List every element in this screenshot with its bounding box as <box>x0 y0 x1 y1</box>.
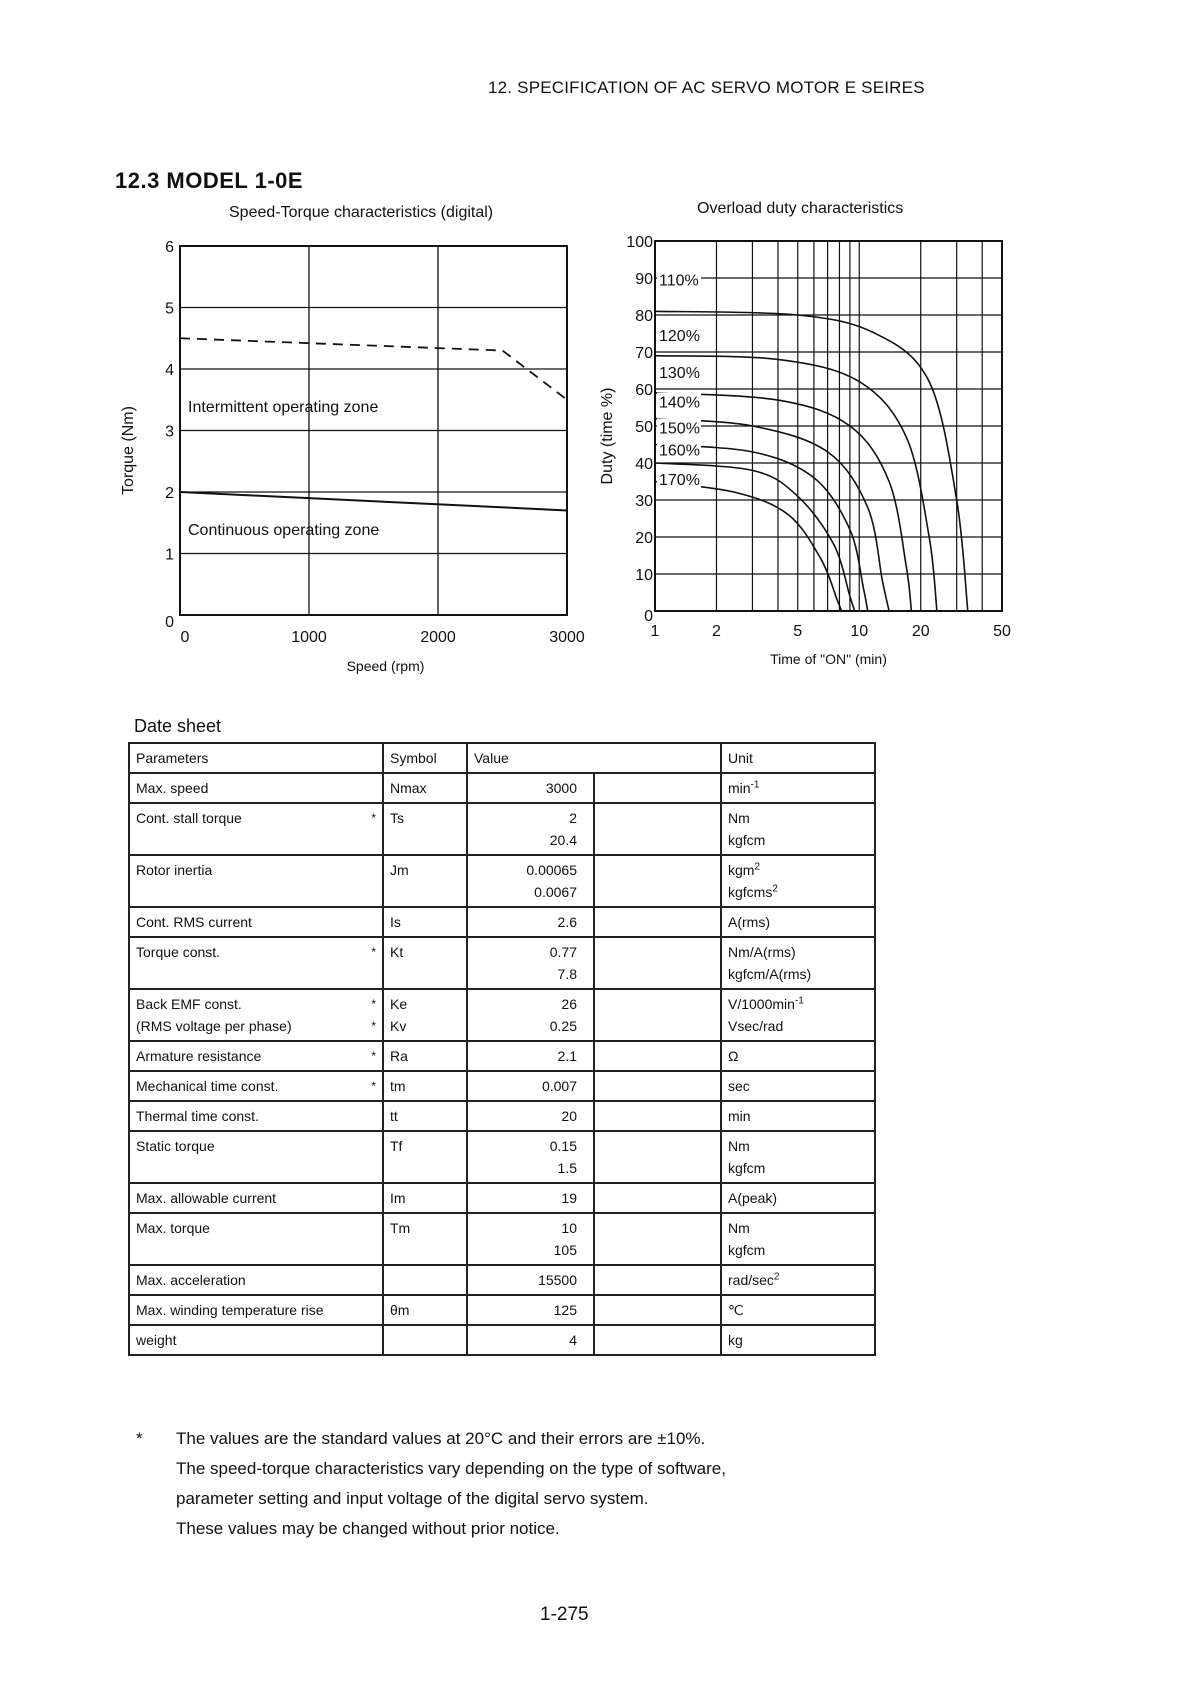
param-cell-line <box>136 941 376 963</box>
param-cell-line <box>136 777 376 799</box>
blank-cell <box>594 1071 721 1101</box>
symbol-cell <box>383 773 467 803</box>
curve-label: 170% <box>659 472 700 490</box>
symbol-cell-line: Im <box>390 1190 406 1206</box>
unit-cell <box>721 1295 875 1325</box>
param-cell-line <box>136 1015 376 1037</box>
unit-cell-line: kg <box>728 1332 743 1348</box>
page-number: 1-275 <box>540 1604 589 1625</box>
blank-cell <box>594 1131 721 1183</box>
y-tick-label: 6 <box>165 239 174 256</box>
param-cell-line <box>136 1329 376 1351</box>
unit-exponent: -1 <box>750 779 760 791</box>
y-tick-label: 60 <box>635 382 653 399</box>
param-text: Thermal time const. <box>136 1108 259 1124</box>
blank-cell <box>594 1265 721 1295</box>
value-cell <box>467 989 594 1041</box>
y-axis-label: Torque (Nm) <box>120 406 137 495</box>
symbol-cell <box>383 1101 467 1131</box>
x-tick-label: 50 <box>993 623 1011 640</box>
unit-cell <box>721 855 875 907</box>
note-line: parameter setting and input voltage of the digital servo system. <box>176 1489 649 1508</box>
symbol-cell-line: tm <box>390 1078 406 1094</box>
table-row <box>129 1213 875 1265</box>
unit-cell-line: $V/1000\min^{-1}$ <box>728 995 804 1012</box>
y-tick-label: 0 <box>165 614 174 631</box>
unit-cell-line: $\min^{-1}$ <box>728 779 760 796</box>
table-row <box>129 989 875 1041</box>
value-cell <box>467 907 594 937</box>
unit-cell <box>721 1131 875 1183</box>
symbol-cell <box>383 1213 467 1265</box>
y-tick-label: 0 <box>644 608 653 625</box>
unit-cell <box>721 773 875 803</box>
blank-cell <box>594 803 721 855</box>
param-text: Armature resistance <box>136 1048 262 1064</box>
value-cell <box>467 1295 594 1325</box>
symbol-cell <box>383 907 467 937</box>
y-axis-label: Duty (time %) <box>599 387 616 485</box>
y-tick-label: 90 <box>635 271 653 288</box>
overload-chart-title: Overload duty characteristics <box>697 200 904 217</box>
unit-cell-line: A(peak) <box>728 1190 778 1206</box>
symbol-cell <box>383 1131 467 1183</box>
x-axis-label: Speed (rpm) <box>346 658 425 674</box>
param-cell-line <box>136 807 376 829</box>
value-cell-line: 0.15 <box>549 1138 577 1154</box>
table-row <box>129 1325 875 1355</box>
value-cell-line: 0.77 <box>549 944 577 960</box>
y-tick-label: 20 <box>635 530 653 547</box>
value-cell-line: 10 <box>561 1220 577 1236</box>
unit-cell-line: Nm/A(rms) <box>728 944 796 960</box>
param-cell <box>129 1041 383 1071</box>
unit-cell-line: Nm <box>728 810 750 826</box>
param-cell-line <box>136 1217 376 1239</box>
header-symbol: Symbol <box>383 743 467 773</box>
value-cell-line: 1.5 <box>557 1160 577 1176</box>
speed-torque-chart <box>100 230 620 680</box>
x-tick-label: 3000 <box>549 629 585 646</box>
curve-label: 160% <box>659 442 700 460</box>
x-tick-label: 2 <box>712 623 721 640</box>
symbol-cell <box>383 1041 467 1071</box>
value-cell-line: 3000 <box>545 780 577 796</box>
param-text: Max. allowable current <box>136 1190 277 1206</box>
symbol-cell-line: Ra <box>390 1048 408 1064</box>
y-tick-label: 3 <box>165 423 174 441</box>
tolerance-mark: * <box>371 1079 376 1093</box>
symbol-cell <box>383 1183 467 1213</box>
tolerance-mark: * <box>371 945 376 959</box>
note-line: The speed-torque characteristics vary depending on the type of software, <box>176 1459 726 1478</box>
x-tick-label: 20 <box>911 623 930 640</box>
param-cell-line <box>136 1299 376 1321</box>
y-tick-label: 30 <box>635 493 653 510</box>
datasheet-title: Date sheet <box>134 716 222 736</box>
value-cell-line: 26 <box>561 996 577 1012</box>
table-row <box>129 1041 875 1071</box>
unit-cell <box>721 937 875 989</box>
unit-cell-line: kgfcm <box>728 1242 766 1258</box>
param-text: Back EMF const. <box>136 996 242 1012</box>
note-bullet: * <box>136 1429 143 1448</box>
y-tick-label: 2 <box>165 485 174 502</box>
param-cell-line <box>136 1105 376 1127</box>
unit-cell <box>721 1071 875 1101</box>
unit-cell <box>721 1183 875 1213</box>
symbol-cell <box>383 855 467 907</box>
header-title: 12. SPECIFICATION OF AC SERVO MOTOR E SEIRES <box>488 78 925 97</box>
blank-cell <box>594 1325 721 1355</box>
param-cell <box>129 1071 383 1101</box>
table-row <box>129 937 875 989</box>
table-row <box>129 1101 875 1131</box>
unit-cell-line: sec <box>728 1078 750 1094</box>
blank-cell <box>594 907 721 937</box>
param-text: Cont. RMS current <box>136 914 252 930</box>
x-axis-label: Time of "ON" (min) <box>770 651 887 667</box>
unit-cell-line: Nm <box>728 1138 750 1154</box>
y-tick-label: 4 <box>165 362 174 379</box>
note-line: These values may be changed without prior notice. <box>176 1519 560 1538</box>
param-cell <box>129 1295 383 1325</box>
header-unit: Unit <box>721 743 875 773</box>
unit-cell <box>721 1041 875 1071</box>
param-cell <box>129 1131 383 1183</box>
param-text: Max. speed <box>136 780 209 796</box>
blank-cell <box>594 855 721 907</box>
value-cell <box>467 1071 594 1101</box>
curve-label: 140% <box>659 394 700 412</box>
table-row <box>129 773 875 803</box>
param-cell <box>129 907 383 937</box>
x-tick-label: 1 <box>650 623 660 640</box>
unit-cell <box>721 907 875 937</box>
unit-exponent: 2 <box>754 861 761 873</box>
value-cell-line: 2.6 <box>557 914 577 930</box>
param-text: Max. winding temperature rise <box>136 1302 324 1318</box>
symbol-cell <box>383 937 467 989</box>
y-tick-label: 100 <box>626 234 653 251</box>
symbol-cell-line: Tf <box>390 1138 403 1154</box>
overload-chart <box>590 225 1030 675</box>
value-cell-line: 4 <box>569 1332 577 1348</box>
param-cell-line <box>136 1187 376 1209</box>
header-value: Value <box>467 743 721 773</box>
table-row <box>129 1265 875 1295</box>
blank-cell <box>594 989 721 1041</box>
value-cell-line: 0.00065 <box>526 862 577 878</box>
value-cell <box>467 855 594 907</box>
value-cell-line: 20 <box>561 1108 577 1124</box>
table-row <box>129 1183 875 1213</box>
unit-cell-line: min <box>728 1108 751 1124</box>
unit-cell <box>721 989 875 1041</box>
value-cell-line: 2 <box>569 810 577 826</box>
param-cell-line <box>136 911 376 933</box>
value-cell-line: 125 <box>553 1302 577 1318</box>
value-cell <box>467 773 594 803</box>
value-cell-line: 0.007 <box>541 1078 577 1094</box>
symbol-cell-line: Ke <box>390 996 408 1012</box>
value-cell-line: 15500 <box>538 1272 577 1288</box>
param-cell <box>129 1325 383 1355</box>
value-cell <box>467 1041 594 1071</box>
unit-exponent: -1 <box>794 995 804 1007</box>
blank-cell <box>594 773 721 803</box>
table-row <box>129 1131 875 1183</box>
unit-exponent: 2 <box>772 883 778 895</box>
value-cell-line: 0.0067 <box>534 884 577 900</box>
param-cell-line <box>136 1075 376 1097</box>
param-cell <box>129 855 383 907</box>
unit-cell <box>721 1213 875 1265</box>
symbol-cell <box>383 1325 467 1355</box>
value-cell-line: 7.8 <box>557 966 577 982</box>
param-text: Static torque <box>136 1138 215 1154</box>
tolerance-mark: * <box>371 1049 376 1063</box>
unit-cell-line: kgfcm <box>728 1160 766 1176</box>
param-text: Torque const. <box>136 944 221 960</box>
overload-curve-150pct <box>655 442 868 612</box>
param-cell-line <box>136 1135 376 1157</box>
symbol-cell <box>383 803 467 855</box>
param-cell-line <box>136 859 376 881</box>
value-cell <box>467 1213 594 1265</box>
param-text: Max. torque <box>136 1220 210 1236</box>
param-text: (RMS voltage per phase) <box>136 1018 292 1034</box>
param-text: Rotor inertia <box>136 862 213 878</box>
curve-label: 120% <box>659 327 700 345</box>
blank-cell <box>594 1041 721 1071</box>
unit-cell-line: kgfcm/A(rms) <box>728 966 812 982</box>
symbol-cell-line: Ts <box>390 810 404 826</box>
unit-cell-line: A(rms) <box>728 914 770 930</box>
value-cell-line: 20.4 <box>549 832 577 848</box>
unit-cell <box>721 1265 875 1295</box>
y-tick-label: 80 <box>635 308 653 325</box>
value-cell <box>467 1325 594 1355</box>
blank-cell <box>594 1295 721 1325</box>
symbol-cell <box>383 1295 467 1325</box>
unit-cell-line: kgm$^2$ <box>728 861 761 878</box>
blank-cell <box>594 1213 721 1265</box>
value-cell <box>467 937 594 989</box>
curve-label: 130% <box>659 364 700 382</box>
param-cell <box>129 1101 383 1131</box>
unit-cell-line: Vsec/rad <box>728 1018 784 1034</box>
symbol-cell <box>383 1265 467 1295</box>
value-cell-line: 0.25 <box>549 1018 577 1034</box>
symbol-cell-line: Nmax <box>390 780 427 796</box>
param-text: Max. acceleration <box>136 1272 246 1288</box>
curve-label: 110% <box>659 272 699 290</box>
unit-cell-line: rad/$\sec^2$ <box>728 1271 780 1288</box>
unit-cell <box>721 1325 875 1355</box>
table-row <box>129 907 875 937</box>
param-cell <box>129 773 383 803</box>
blank-cell <box>594 1183 721 1213</box>
unit-cell <box>721 803 875 855</box>
param-text: weight <box>136 1332 177 1348</box>
tolerance-mark: * <box>371 811 376 825</box>
y-tick-label: 1 <box>165 546 174 564</box>
unit-cell-line: kgfcms$^2$ <box>728 883 778 900</box>
y-tick-label: 10 <box>635 567 653 584</box>
symbol-cell-line: Jm <box>390 862 409 878</box>
y-tick-label: 50 <box>635 419 653 436</box>
continuous-torque-line <box>180 492 567 510</box>
table-row <box>129 1071 875 1101</box>
x-tick-label: 0 <box>180 629 190 646</box>
unit-cell-line: ℃ <box>728 1302 744 1318</box>
unit-cell-line: kgfcm <box>728 832 766 848</box>
symbol-cell-line: Tm <box>390 1220 411 1236</box>
symbol-cell <box>383 1071 467 1101</box>
value-cell-line: 2.1 <box>557 1048 577 1064</box>
param-cell <box>129 803 383 855</box>
param-cell <box>129 937 383 989</box>
x-tick-label: 10 <box>850 623 869 640</box>
param-cell <box>129 1265 383 1295</box>
table-row <box>129 855 875 907</box>
unit-exponent: 2 <box>773 1271 780 1283</box>
symbol-cell <box>383 989 467 1041</box>
value-cell <box>467 1131 594 1183</box>
x-tick-label: 1000 <box>291 629 327 646</box>
param-cell-line <box>136 993 376 1015</box>
param-cell <box>129 1183 383 1213</box>
intermittent-zone-label: Intermittent operating zone <box>188 399 379 417</box>
value-cell <box>467 1183 594 1213</box>
tolerance-mark: * <box>371 1019 376 1033</box>
continuous-zone-label: Continuous operating zone <box>188 522 380 540</box>
y-tick-label: 5 <box>165 300 174 318</box>
section-title: 12.3 MODEL 1-0E <box>115 168 304 193</box>
param-text: Cont. stall torque <box>136 810 242 826</box>
table-row <box>129 1295 875 1325</box>
value-cell <box>467 1265 594 1295</box>
param-cell-line <box>136 1045 376 1067</box>
table-row <box>129 803 875 855</box>
x-tick-label: 5 <box>793 623 803 640</box>
x-tick-label: 2000 <box>420 629 456 646</box>
symbol-cell-line: Kt <box>390 944 404 960</box>
speed-torque-chart-title: Speed-Torque characteristics (digital) <box>229 204 494 221</box>
value-cell-line: 105 <box>553 1242 577 1258</box>
symbol-cell-line: tt <box>390 1108 398 1124</box>
param-text: Mechanical time const. <box>136 1078 279 1094</box>
tolerance-mark: * <box>371 997 376 1011</box>
value-cell <box>467 1101 594 1131</box>
param-cell <box>129 989 383 1041</box>
symbol-cell-line: θm <box>390 1302 410 1318</box>
note-line: The values are the standard values at 20°C and their errors are ±10%. <box>176 1429 706 1448</box>
symbol-cell-line: Is <box>390 914 401 930</box>
value-cell <box>467 803 594 855</box>
value-cell-line: 19 <box>561 1190 577 1206</box>
blank-cell <box>594 937 721 989</box>
param-cell <box>129 1213 383 1265</box>
blank-cell <box>594 1101 721 1131</box>
table-header-row <box>129 743 875 773</box>
notes <box>136 1424 896 1544</box>
curve-label: 150% <box>659 420 700 438</box>
symbol-cell-line: Kv <box>390 1018 407 1034</box>
param-cell-line <box>136 1269 376 1291</box>
unit-cell-line: Ω <box>728 1048 739 1064</box>
y-tick-label: 40 <box>635 456 653 473</box>
datasheet-table <box>128 742 876 1356</box>
header-parameters: Parameters <box>129 743 383 773</box>
y-tick-label: 70 <box>635 345 653 362</box>
unit-cell-line: Nm <box>728 1220 750 1236</box>
unit-cell <box>721 1101 875 1131</box>
